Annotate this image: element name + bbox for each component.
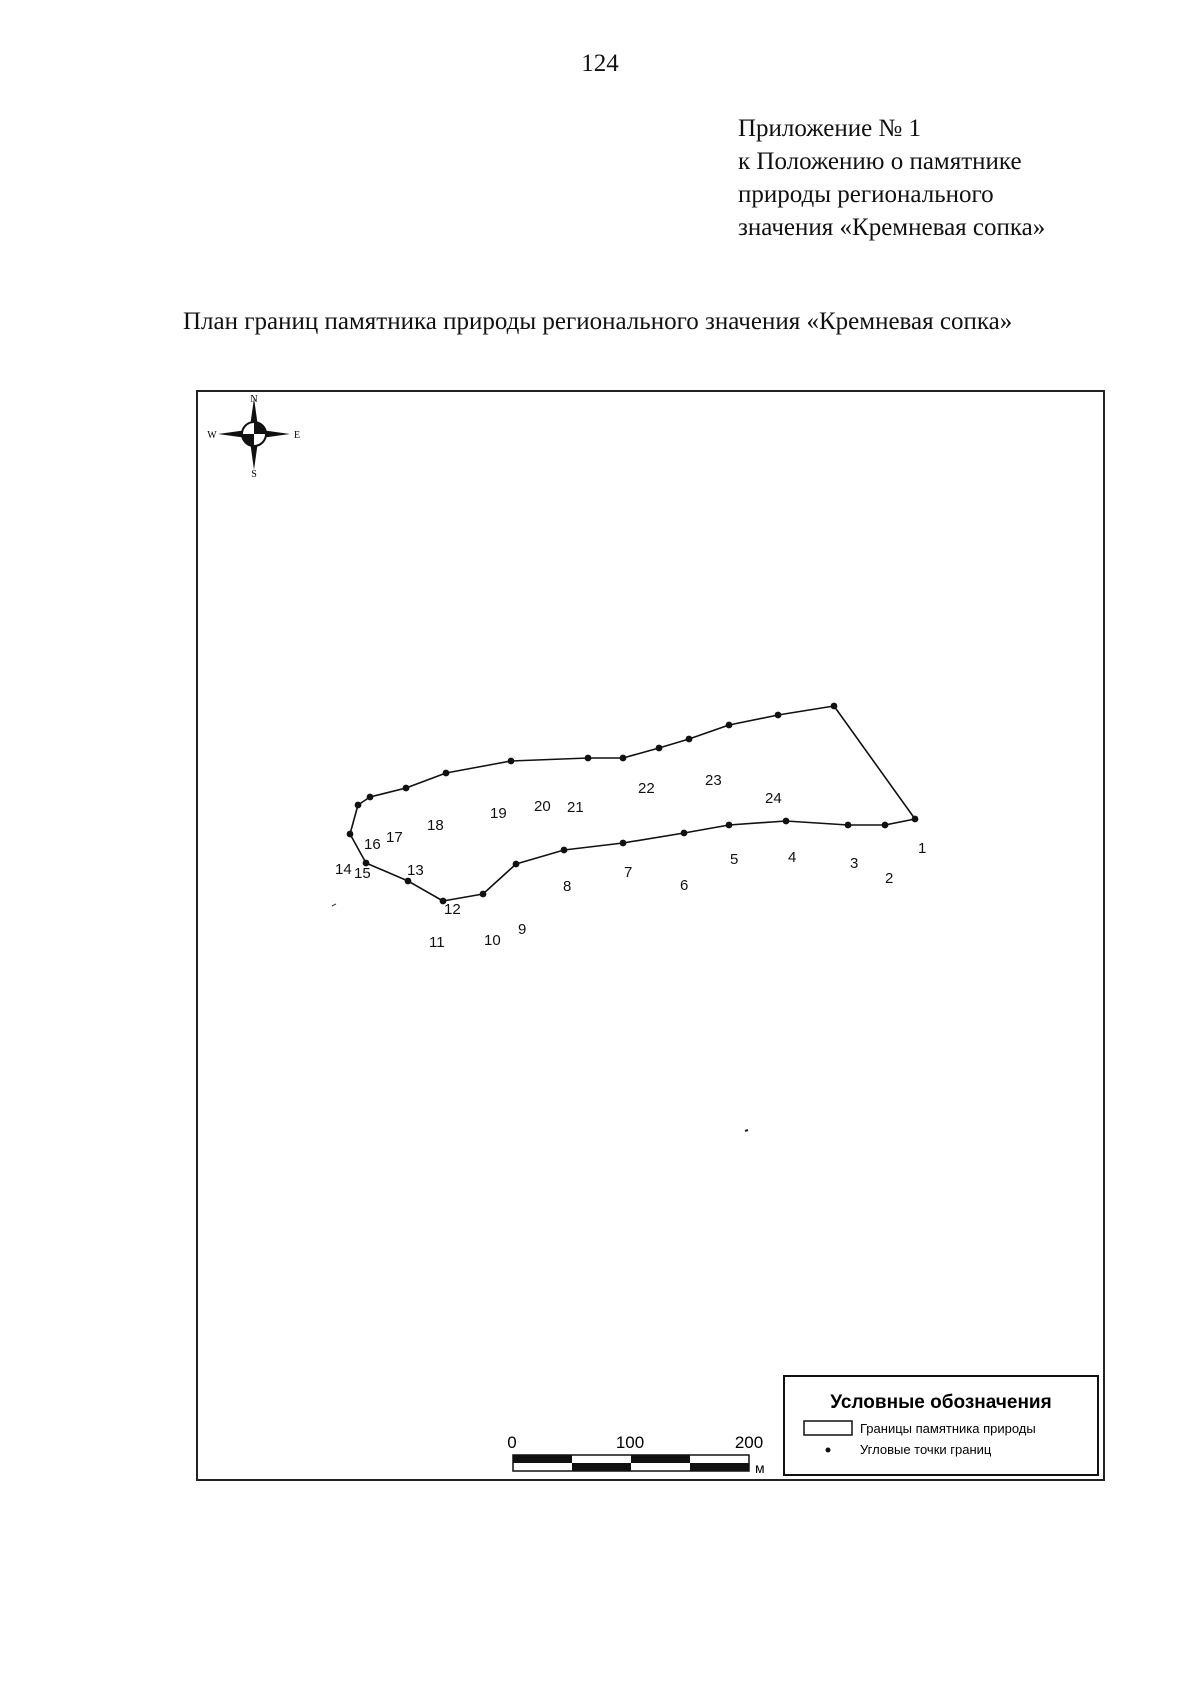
point-label: 5	[730, 851, 739, 868]
scale-segment	[513, 1455, 572, 1463]
point-label: 11	[429, 934, 445, 951]
map-frame	[196, 390, 1106, 1482]
point-label: 14	[335, 861, 352, 878]
point-label: 1	[918, 840, 927, 857]
boundary-point	[620, 840, 627, 847]
boundary-point	[355, 802, 362, 809]
point-label: 3	[850, 855, 859, 872]
scale-segment	[572, 1463, 631, 1471]
point-label: 12	[444, 901, 461, 918]
legend-point-symbol	[826, 1448, 831, 1453]
appendix-note	[738, 112, 1045, 244]
stray-mark	[745, 1130, 748, 1131]
scale-label: 0	[507, 1433, 517, 1452]
point-label: 15	[354, 865, 371, 882]
boundary-point	[681, 830, 688, 837]
appendix-line: природы регионального	[738, 181, 994, 208]
boundary-point	[367, 794, 374, 801]
point-label: 21	[567, 799, 584, 816]
boundary-point	[656, 745, 663, 752]
legend	[784, 1376, 1098, 1475]
point-label: 23	[705, 772, 722, 789]
boundary-point	[726, 822, 733, 829]
boundary-point	[783, 818, 790, 825]
compass-n-label: N	[250, 394, 258, 405]
point-label: 9	[518, 921, 527, 938]
boundary-point	[585, 755, 592, 762]
point-label: 2	[885, 870, 894, 887]
point-label: 22	[638, 780, 655, 797]
plan-title: План границ памятника природы регионального значения «Кремневая сопка»	[183, 308, 1013, 335]
legend-title: Условные обозначения	[830, 1392, 1052, 1413]
scale-segment	[631, 1455, 690, 1463]
legend-boundary-swatch	[804, 1421, 852, 1435]
point-label: 24	[765, 790, 782, 807]
boundary-point	[775, 712, 782, 719]
point-label: 20	[534, 798, 551, 815]
point-label: 13	[407, 862, 424, 879]
boundary-point	[882, 822, 889, 829]
point-label: 4	[788, 849, 797, 866]
boundary-point	[403, 785, 410, 792]
legend-boundary-label: Границы памятника природы	[860, 1421, 1036, 1436]
scale-label: 100	[615, 1433, 645, 1452]
boundary-point	[443, 770, 450, 777]
point-label: 17	[386, 829, 403, 846]
compass-e-label: E	[293, 430, 301, 441]
page-number: 124	[581, 50, 619, 77]
boundary-point	[912, 816, 919, 823]
map-border	[197, 391, 1104, 1480]
boundary-point	[480, 891, 487, 898]
point-label: 8	[563, 878, 572, 895]
boundary-point	[620, 755, 627, 762]
appendix-line: к Положению о памятнике	[738, 148, 1022, 175]
boundary-point	[508, 758, 515, 765]
compass-w-label: W	[207, 430, 217, 441]
boundary-point	[561, 847, 568, 854]
point-label: 18	[427, 817, 444, 834]
boundary-point	[726, 722, 733, 729]
boundary-point	[513, 861, 520, 868]
compass-s-label: S	[251, 469, 257, 480]
map-canvas	[196, 390, 1106, 1482]
point-label: 10	[484, 932, 501, 949]
legend-points-label: Угловые точки границ	[860, 1442, 992, 1457]
point-label: 6	[680, 877, 689, 894]
boundary-point	[347, 831, 354, 838]
point-label: 19	[490, 805, 507, 822]
boundary-point	[845, 822, 852, 829]
boundary-point	[686, 736, 693, 743]
scale-label: 200	[734, 1433, 764, 1452]
appendix-line: значения «Кремневая сопка»	[738, 214, 1046, 241]
appendix-line: Приложение № 1	[738, 115, 922, 142]
scale-segment	[690, 1463, 749, 1471]
point-label: 7	[624, 864, 633, 881]
point-label: 16	[364, 836, 381, 853]
boundary-point	[831, 703, 838, 710]
scale-unit: м	[755, 1460, 765, 1476]
